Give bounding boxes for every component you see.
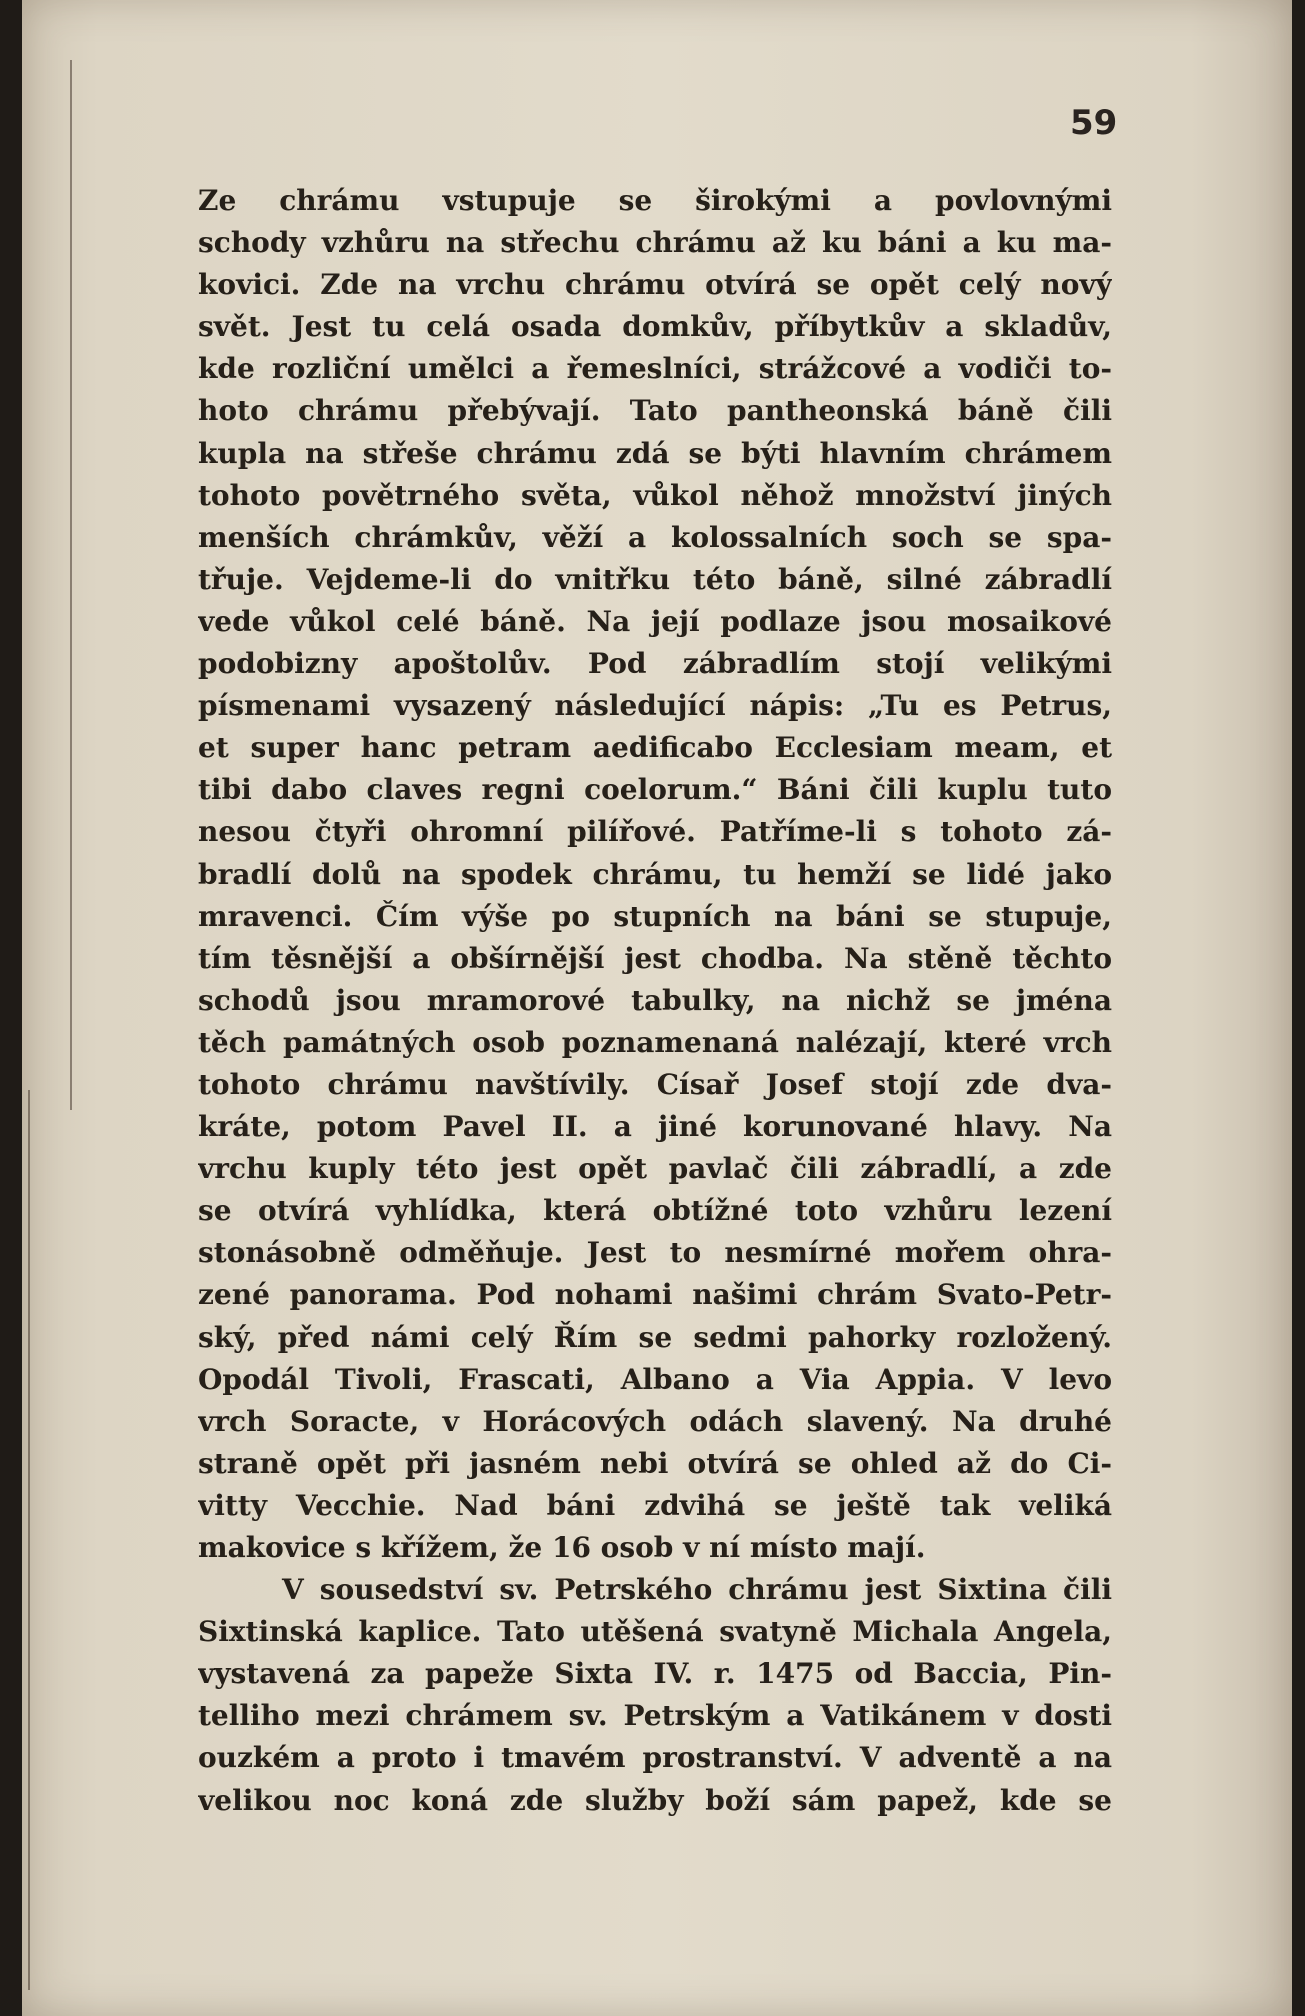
- text-line: menších chrámkův, věží a kolossalních soch se spa-: [198, 520, 1112, 554]
- text-line: se otvírá vyhlídka, která obtížné toto vzhůru lezení: [198, 1194, 1112, 1228]
- page-edge-line: [70, 60, 72, 1110]
- text-line: ský, před námi celý Řím se sedmi pahorky rozložený.: [198, 1320, 1112, 1354]
- text-line: schodů jsou mramorové tabulky, na nichž se jména: [198, 983, 1112, 1017]
- text-line: vrch Soracte, v Horácových odách slavený. Na druhé: [198, 1404, 1112, 1438]
- text-line: vitty Vecchie. Nad báni zdvihá se ještě tak veliká: [198, 1488, 1112, 1522]
- text-line: kráte, potom Pavel II. a jiné korunované hlavy. Na: [198, 1110, 1112, 1144]
- text-line: tím těsnější a obšírnější jest chodba. Na stěně těchto: [198, 941, 1112, 975]
- text-line: tohoto povětrného světa, vůkol něhož množství jiných: [198, 478, 1112, 512]
- text-line: Ze chrámu vstupuje se širokými a povlovnými: [198, 184, 1112, 217]
- text-line: telliho mezi chrámem sv. Petrským a Vatikánem v dosti: [198, 1699, 1112, 1733]
- text-line: podobizny apoštolův. Pod zábradlím stojí velikými: [198, 647, 1112, 681]
- text-line: vede vůkol celé báně. Na její podlaze jsou mosaikové: [198, 604, 1112, 638]
- text-line: schody vzhůru na střechu chrámu až ku báni a ku ma-: [198, 226, 1112, 260]
- text-line: straně opět při jasném nebi otvírá se ohled až do Ci-: [198, 1446, 1112, 1480]
- text-line: bradlí dolů na spodek chrámu, tu hemží se lidé jako: [198, 857, 1112, 891]
- text-line: kupla na střeše chrámu zdá se býti hlavním chrámem: [198, 436, 1112, 470]
- text-line: těch památných osob poznamenaná nalézají, které vrch: [198, 1025, 1112, 1059]
- text-line: velikou noc koná zde služby boží sám papež, kde se: [198, 1783, 1112, 1817]
- text-line: písmenami vysazený následující nápis: „Tu es Petrus,: [198, 689, 1112, 723]
- text-line: hoto chrámu přebývají. Tato pantheonská báně čili: [198, 394, 1112, 428]
- page-number: 59: [1070, 103, 1118, 143]
- text-line: Sixtinská kaplice. Tato utěšená svatyně Michala Angela,: [198, 1615, 1112, 1649]
- text-line: tibi dabo claves regni coelorum.“ Báni čili kuplu tuto: [198, 773, 1112, 807]
- text-line: vystavená za papeže Sixta IV. r. 1475 od Baccia, Pin-: [198, 1657, 1112, 1691]
- text-line: třuje. Vejdeme-li do vnitřku této báně, silné zábradlí: [198, 562, 1112, 596]
- body-text: [198, 180, 1112, 1822]
- text-line: vrchu kuply této jest opět pavlač čili zábradlí, a zde: [198, 1152, 1112, 1186]
- text-line: tohoto chrámu navštívily. Císař Josef stojí zde dva-: [198, 1067, 1112, 1101]
- text-line: Opodál Tivoli, Frascati, Albano a Via Appia. V levo: [198, 1362, 1112, 1396]
- text-line: ouzkém a proto i tmavém prostranství. V adventě a na: [198, 1741, 1112, 1775]
- text-line: nesou čtyři ohromní pilířové. Patříme-li s tohoto zá-: [198, 815, 1112, 849]
- text-line: et super hanc petram aedificabo Ecclesiam meam, et: [198, 731, 1112, 765]
- text-line: stonásobně odměňuje. Jest to nesmírné mořem ohra-: [198, 1236, 1112, 1270]
- book-page: [22, 0, 1292, 2016]
- text-line: kde rozliční umělci a řemeslníci, strážcové a vodiči to-: [198, 352, 1112, 386]
- page-edge-line: [28, 1090, 30, 1990]
- text-line: kovici. Zde na vrchu chrámu otvírá se opět celý nový: [198, 268, 1112, 302]
- text-line: mravenci. Čím výše po stupních na báni se stupuje,: [198, 899, 1112, 933]
- text-line: makovice s křížem, že 16 osob v ní místo mají.: [198, 1531, 926, 1564]
- text-line: zené panorama. Pod nohami našimi chrám Svato-Petr-: [198, 1278, 1112, 1312]
- text-line: svět. Jest tu celá osada domkův, příbytkův a skladův,: [198, 310, 1112, 344]
- paragraph-start-line: V sousedství sv. Petrského chrámu jest Sixtina čili: [282, 1573, 1112, 1607]
